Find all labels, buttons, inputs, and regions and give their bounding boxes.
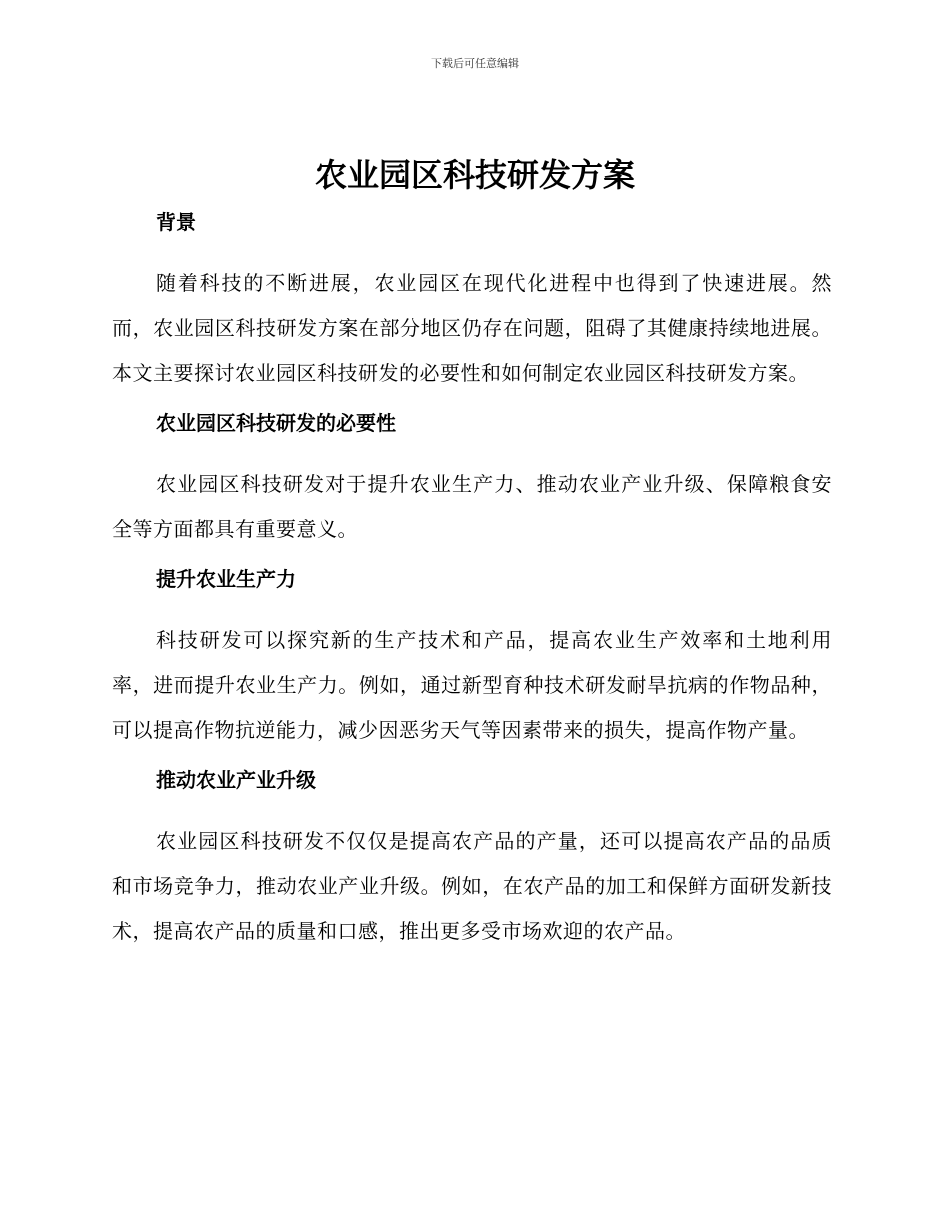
section-background	[112, 205, 832, 406]
section-industry-upgrade	[112, 763, 832, 954]
document-title: 农业园区科技研发方案	[314, 156, 635, 194]
section-productivity	[112, 562, 832, 763]
section-heading: 提升农业生产力	[156, 567, 296, 591]
document-body	[112, 205, 832, 954]
section-heading: 推动农业产业升级	[156, 768, 316, 792]
section-paragraph: 农业园区科技研发对于提升农业生产力、推动农业产业升级、保障粮食安全等方面都具有重要意义。	[112, 472, 832, 541]
section-heading: 农业园区科技研发的必要性	[156, 411, 396, 435]
section-paragraph: 科技研发可以探究新的生产技术和产品，提高农业生产效率和土地利用率，进而提升农业生产力。例如，通过新型育种技术研发耐旱抗病的作物品种，可以提高作物抗逆能力，减少因恶劣天气等因素带来的损失，提高作物产量。	[112, 628, 832, 742]
section-paragraph: 农业园区科技研发不仅仅是提高农产品的产量，还可以提高农产品的品质和市场竞争力，推动农业产业升级。例如，在农产品的加工和保鲜方面研发新技术，提高农产品的质量和口感，推出更多受市场欢迎的农产品。	[112, 829, 832, 943]
section-paragraph: 随着科技的不断进展，农业园区在现代化进程中也得到了快速进展。然而，农业园区科技研发方案在部分地区仍存在问题，阻碍了其健康持续地进展。本文主要探讨农业园区科技研发的必要性和如何制定农业园区科技研发方案。	[112, 271, 832, 385]
section-heading: 背景	[156, 210, 196, 234]
header-note: 下载后可任意编辑	[431, 57, 519, 70]
section-necessity	[112, 406, 832, 562]
